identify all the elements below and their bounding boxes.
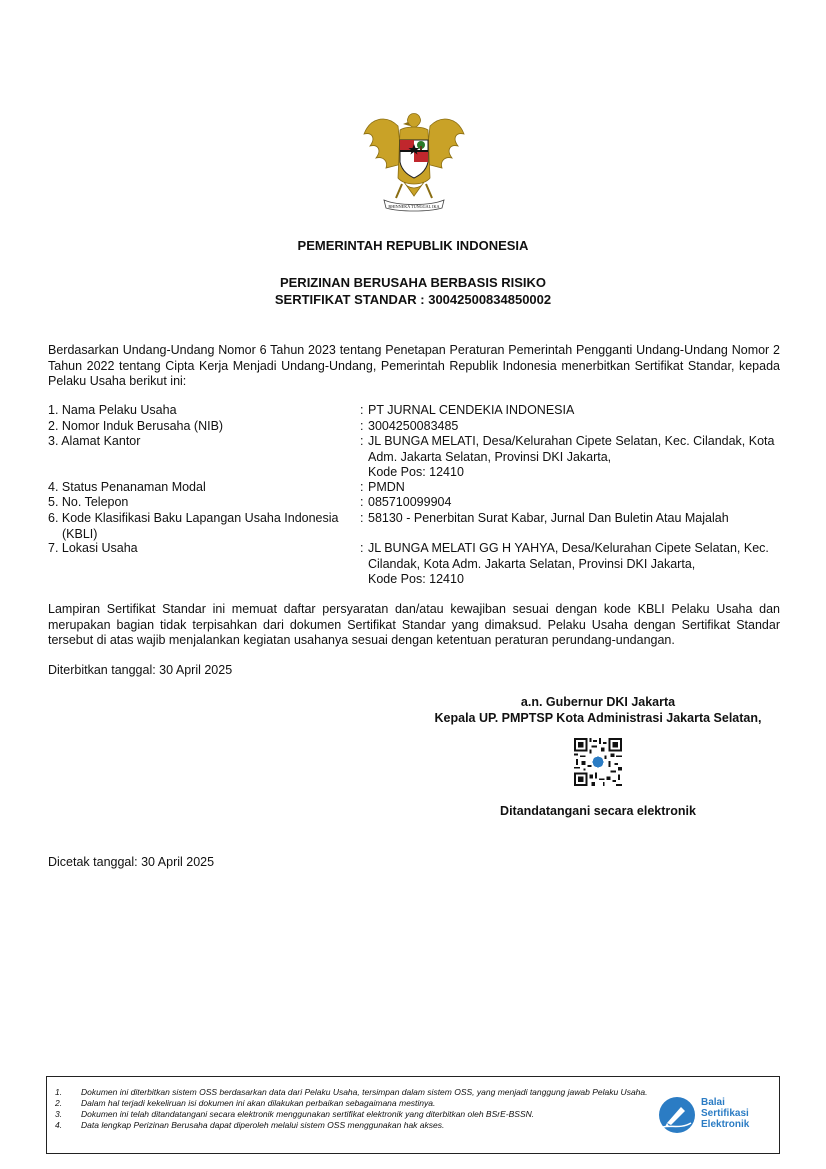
permit-title: PERIZINAN BERUSAHA BERBASIS RISIKO (279, 275, 547, 290)
field-value: PT JURNAL CENDEKIA INDONESIA (368, 403, 575, 417)
electronic-signature-note: Ditandatangani secara elektronik (500, 804, 696, 818)
bsre-logo-line1: Balai (701, 1097, 725, 1108)
field-kbli: 6. Kode Klasifikasi Baku Lapangan Usaha Indonesia (KBLI) : 58130 - Penerbitan Surat Kabar, Jurnal Dan Buletin Atau Majalah (48, 511, 788, 543)
garuda-pancasila-emblem (358, 104, 470, 216)
certificate-number: SERTIFIKAT STANDAR : 30042500834850002 (274, 292, 552, 307)
field-value: 58130 - Penerbitan Surat Kabar, Jurnal Dan Buletin Atau Majalah (368, 511, 729, 525)
field-label: 7. Lokasi Usaha (48, 541, 138, 555)
emblem-motto: BHINNEKA TUNGGAL IKA (388, 204, 440, 209)
field-value-line2: Cilandak, Kota Adm. Jakarta Selatan, Provinsi DKI Jakarta, (368, 556, 696, 571)
field-value-line3: Kode Pos: 12410 (368, 572, 464, 586)
field-label: 5. No. Telepon (48, 495, 129, 509)
field-label: 6. Kode Klasifikasi Baku Lapangan Usaha Indonesia (48, 511, 339, 525)
printed-date: Dicetak tanggal: 30 April 2025 (48, 855, 215, 869)
footer-note: 3. Dokumen ini telah ditandatangani secara elektronik menggunakan sertifikat elektronik yang diterbitkan oleh BSrE-BSSN. (55, 1109, 535, 1119)
intro-paragraph: Berdasarkan Undang-Undang Nomor 6 Tahun 2023 tentang Penetapan Peraturan Pemerintah Pengganti Undang-Undang Nomor 2 Tahun 2022 tentang Cipta Kerja Menjadi Undang-Undang, Pemerintah Republik Indonesia menerbitkan Sertifikat Standar, kepada Pelaku Usaha berikut ini: (48, 343, 780, 388)
field-label: 4. Status Penanaman Modal (48, 480, 206, 494)
issued-date: Diterbitkan tanggal: 30 April 2025 (48, 663, 233, 677)
field-business-location: 7. Lokasi Usaha : JL BUNGA MELATI GG H YAHYA, Desa/Kelurahan Cipete Selatan, Kec. Cilandak, Kota Adm. Jakarta Selatan, Provinsi DKI Jakarta, Kode Pos: 12410 (48, 541, 788, 589)
government-heading: PEMERINTAH REPUBLIK INDONESIA (297, 238, 529, 253)
bsre-logo (657, 1091, 767, 1141)
field-value: PMDN (368, 480, 405, 494)
footer-note: 2. Dalam hal terjadi kekeliruan isi dokumen ini akan dilakukan perbaikan sebagaimana mestinya. (55, 1098, 436, 1108)
field-value: JL BUNGA MELATI, Desa/Kelurahan Cipete Selatan, Kec. Cilandak, Kota (368, 434, 775, 448)
field-label: 3. Alamat Kantor (48, 434, 141, 448)
field-label: 2. Nomor Induk Berusaha (NIB) (48, 419, 224, 433)
field-value: JL BUNGA MELATI GG H YAHYA, Desa/Kelurahan Cipete Selatan, Kec. (368, 541, 769, 555)
bsre-pen-icon (657, 1095, 697, 1135)
field-office-address: 3. Alamat Kantor : JL BUNGA MELATI, Desa/Kelurahan Cipete Selatan, Kec. Cilandak, Kota Adm. Jakarta Selatan, Provinsi DKI Jakarta, Kode Pos: 12410 (48, 434, 788, 482)
bsre-logo-line3: Elektronik (701, 1119, 750, 1130)
attachment-note: Lampiran Sertifikat Standar ini memuat daftar persyaratan dan/atau kewajiban sesuai dengan kode KBLI Pelaku Usaha dan merupakan bagian tidak terpisahkan dari dokumen Sertifikat Standar yang dimaksud. Pelaku Usaha dengan Sertifikat Standar tersebut di atas wajib menjalankan kegiatan usahanya sesuai dengan ketentuan peraturan perundang-undangan. (48, 602, 780, 647)
field-value-line2: Adm. Jakarta Selatan, Provinsi DKI Jakarta, (368, 449, 612, 464)
field-value: 3004250083485 (368, 419, 459, 433)
footer-notes-list (55, 1087, 665, 1131)
field-business-name: 1. Nama Pelaku Usaha : PT JURNAL CENDEKIA INDONESIA (48, 403, 788, 419)
footer-note: 1. Dokumen ini diterbitkan sistem OSS berdasarkan data dari Pelaku Usaha, tersimpan dalam sistem OSS, yang menjadi tanggung jawab Pelaku Usaha. (55, 1087, 648, 1097)
field-phone: 5. No. Telepon : 085710099904 (48, 495, 788, 511)
field-value: 085710099904 (368, 495, 452, 509)
signature-position: Kepala UP. PMPTSP Kota Administrasi Jakarta Selatan, (434, 711, 762, 725)
bsre-logo-line2: Sertifikasi (701, 1108, 749, 1119)
qr-code (574, 738, 622, 786)
signature-on-behalf: a.n. Gubernur DKI Jakarta (520, 695, 676, 709)
field-investment-status: 4. Status Penanaman Modal : PMDN (48, 480, 788, 496)
footer-notes-box (46, 1076, 780, 1154)
field-value-line3: Kode Pos: 12410 (368, 465, 464, 479)
footer-note: 4. Data lengkap Perizinan Berusaha dapat diperoleh melalui sistem OSS menggunakan hak akses. (55, 1120, 445, 1130)
field-label-line2: (KBLI) (62, 526, 98, 541)
field-nib: 2. Nomor Induk Berusaha (NIB) : 3004250083485 (48, 419, 788, 435)
field-label: 1. Nama Pelaku Usaha (48, 403, 177, 417)
